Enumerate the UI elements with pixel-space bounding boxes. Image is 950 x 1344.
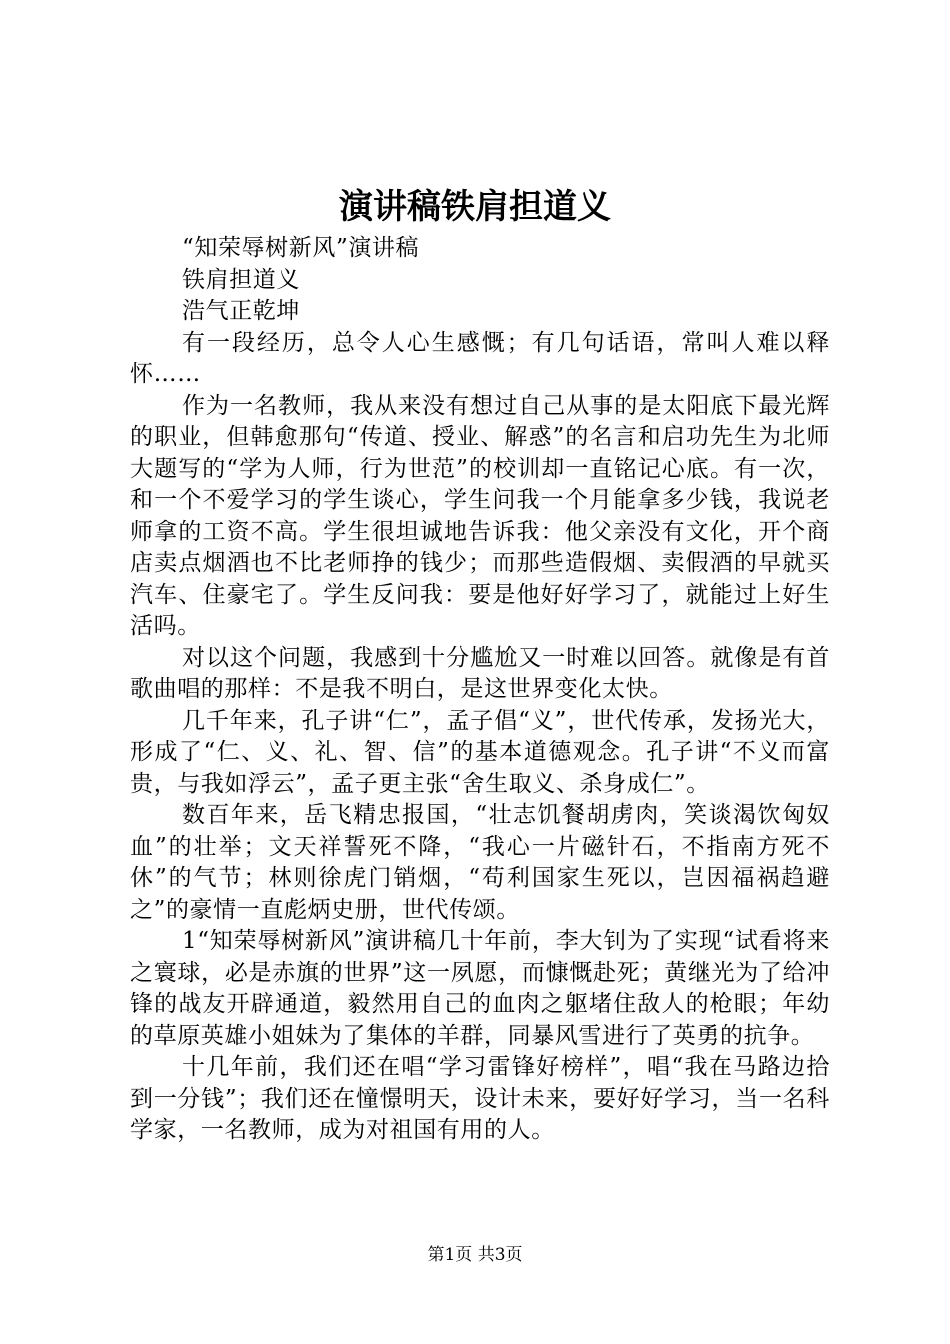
- paragraph: 对以这个问题，我感到十分尴尬又一时难以回答。就像是有首歌曲唱的那样：不是我不明白，是这世界变化太快。: [130, 644, 830, 702]
- paragraph: 1“知荣辱树新风”演讲稿几十年前，李大钊为了实现“试看将来之寰球，必是赤旗的世界”这一夙愿，而慷慨赴死；黄继光为了给冲锋的战友开辟通道，毅然用自己的血肉之躯堵住敌人的枪眼；年幼的草原英雄小姐妹为了集体的羊群，同暴风雪进行了英勇的抗争。: [130, 928, 830, 1049]
- document-body: [130, 233, 830, 1147]
- paragraph: 作为一名教师，我从来没有想过自己从事的是太阳底下最光辉的职业，但韩愈那句“传道、授业、解惑”的名言和启功先生为北师大题写的“学为人师，行为世范”的校训却一直铭记心底。有一次，和一个不爱学习的学生谈心，学生问我一个月能拿多少钱，我说老师拿的工资不高。学生很坦诚地告诉我：他父亲没有文化，开个商店卖点烟酒也不比老师挣的钱少；而那些造假烟、卖假酒的早就买汽车、住豪宅了。学生反问我：要是他好好学习了，就能过上好生活吗。: [130, 392, 830, 639]
- paragraph-subtitle: “知荣辱树新风”演讲稿: [182, 235, 420, 261]
- paragraph: 有一段经历，总令人心生感慨；有几句话语，常叫人难以释怀……: [130, 329, 830, 387]
- page-number-footer: 第1页 共3页: [427, 1245, 523, 1265]
- paragraph-heading-line-1: 铁肩担道义: [182, 266, 300, 293]
- paragraph-heading-line-2: 浩气正乾坤: [182, 298, 300, 324]
- paragraph: 十几年前，我们还在唱“学习雷锋好榜样”，唱“我在马路边拾到一分钱”；我们还在憧憬明天，设计未来，要好好学习，当一名科学家，一名教师，成为对祖国有用的人。: [130, 1054, 830, 1143]
- paragraph: 几千年来，孔子讲“仁”，孟子倡“义”，世代传承，发扬光大，形成了“仁、义、礼、智、信”的基本道德观念。孔子讲“不义而富贵，与我如浮云”，孟子更主张“舍生取义、杀身成仁”。: [130, 707, 830, 797]
- document-title: 演讲稿铁肩担道义: [339, 187, 611, 227]
- paragraph: 数百年来，岳飞精忠报国，“壮志饥餐胡虏肉，笑谈渴饮匈奴血”的壮举；文天祥誓死不降，“我心一片磁针石，不指南方死不休”的气节；林则徐虎门销烟，“苟利国家生死以，岂因福祸趋避之”的豪情一直彪炳史册，世代传颂。: [130, 802, 830, 923]
